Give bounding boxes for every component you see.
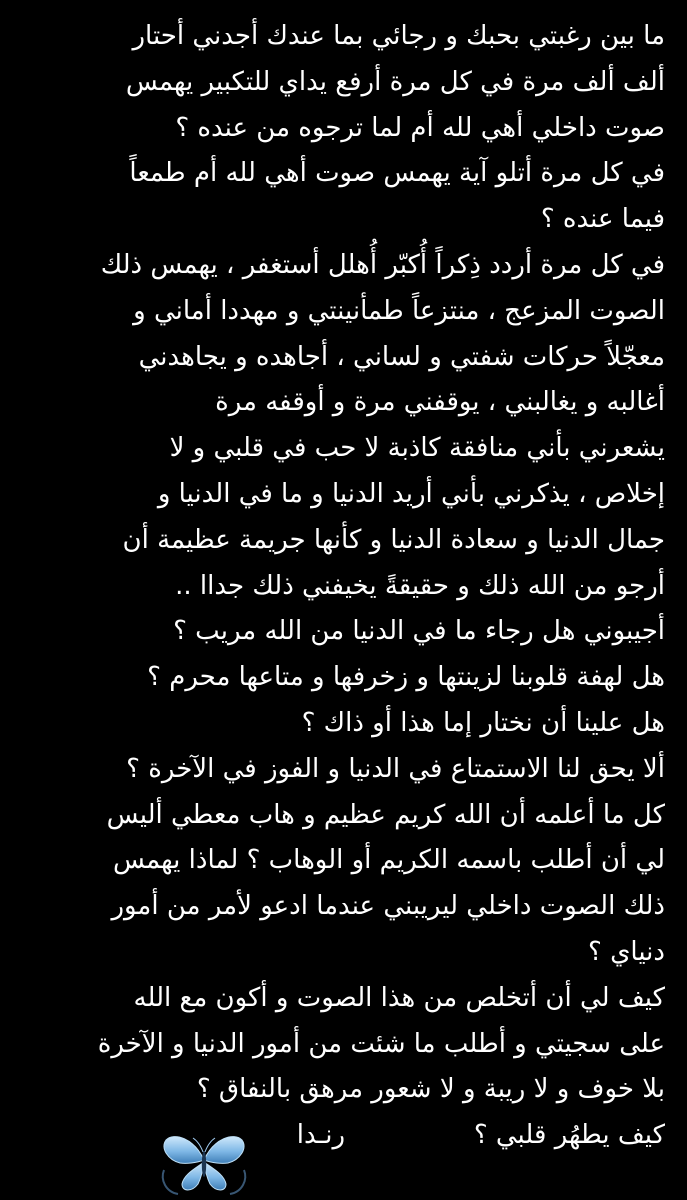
- poem-line-13: أرجو من الله ذلك و حقيقةً يخيفني ذلك جداا ..: [175, 570, 665, 601]
- poem-line-12: جمال الدنيا و سعادة الدنيا و كأنها جريمة عظيمة أن: [122, 524, 665, 555]
- poem-line-19: لي أن أطلب باسمه الكريم أو الوهاب ؟ لماذا يهمس: [113, 845, 665, 876]
- signature-row: [22, 1113, 665, 1159]
- poem-line-5: فيما عنده ؟: [540, 204, 665, 235]
- poem-line-6: في كل مرة أردد ذِكراً أُكبّر أُهلل أستغفر ، يهمس ذلك: [100, 249, 665, 280]
- poem-line-18: كل ما أعلمه أن الله كريم عظيم و هاب معطي أليس: [106, 799, 665, 830]
- poem-line-1: ما بين رغبتي بحبك و رجائي بما عندك أجدني أحتار: [132, 21, 665, 51]
- poem-line-11: إخلاص ، يذكرني بأني أريد الدنيا و ما في الدنيا و: [157, 478, 665, 509]
- poem-line-8: معجّلاً حركات شفتي و لساني ، أجاهده و يجاهدني: [138, 341, 665, 372]
- closing-question: كيف يطهُر قلبي ؟: [473, 1120, 665, 1151]
- poem-line-16: هل علينا أن نختار إما هذا أو ذاك ؟: [301, 707, 665, 738]
- poem-line-14: أجيبوني هل رجاء ما في الدنيا من الله مريب ؟: [173, 616, 665, 647]
- author-signature: رنـدا: [296, 1120, 345, 1151]
- poem-line-22: كيف لي أن أتخلص من هذا الصوت و أكون مع الله: [133, 982, 665, 1013]
- poem-line-3: صوت داخلي أهي لله أم لما ترجوه من عنده ؟: [175, 112, 665, 143]
- butterfly-icon: [158, 1130, 250, 1196]
- poem-line-9: أغالبه و يغالبني ، يوقفني مرة و أوقفه مرة: [215, 387, 665, 418]
- poem-line-21: دنياي ؟: [588, 936, 665, 967]
- poem-line-20: ذلك الصوت داخلي ليريبني عندما ادعو لأمر من أمور: [111, 891, 665, 922]
- poem-line-17: ألا يحق لنا الاستمتاع في الدنيا و الفوز في الآخرة ؟: [126, 753, 665, 784]
- poem-line-4: في كل مرة أتلو آية يهمس صوت أهي لله أم طمعاً: [129, 158, 665, 189]
- poem-text: [22, 14, 665, 1159]
- poem-line-10: يشعرني بأني منافقة كاذبة لا حب في قلبي و لا: [169, 433, 665, 464]
- poem-line-15: هل لهفة قلوبنا لزينتها و زخرفها و متاعها محرم ؟: [147, 662, 665, 693]
- poem-line-2: ألف ألف مرة في كل مرة أرفع يداي للتكبير يهمس: [125, 66, 665, 97]
- poem-line-23: على سجيتي و أطلب ما شئت من أمور الدنيا و الآخرة: [97, 1028, 665, 1059]
- poem-line-7: الصوت المزعج ، منتزعاً طمأنينتي و مهددا أماني و: [133, 295, 665, 326]
- poem-line-24: بلا خوف و لا ريبة و لا شعور مرهق بالنفاق ؟: [196, 1074, 665, 1105]
